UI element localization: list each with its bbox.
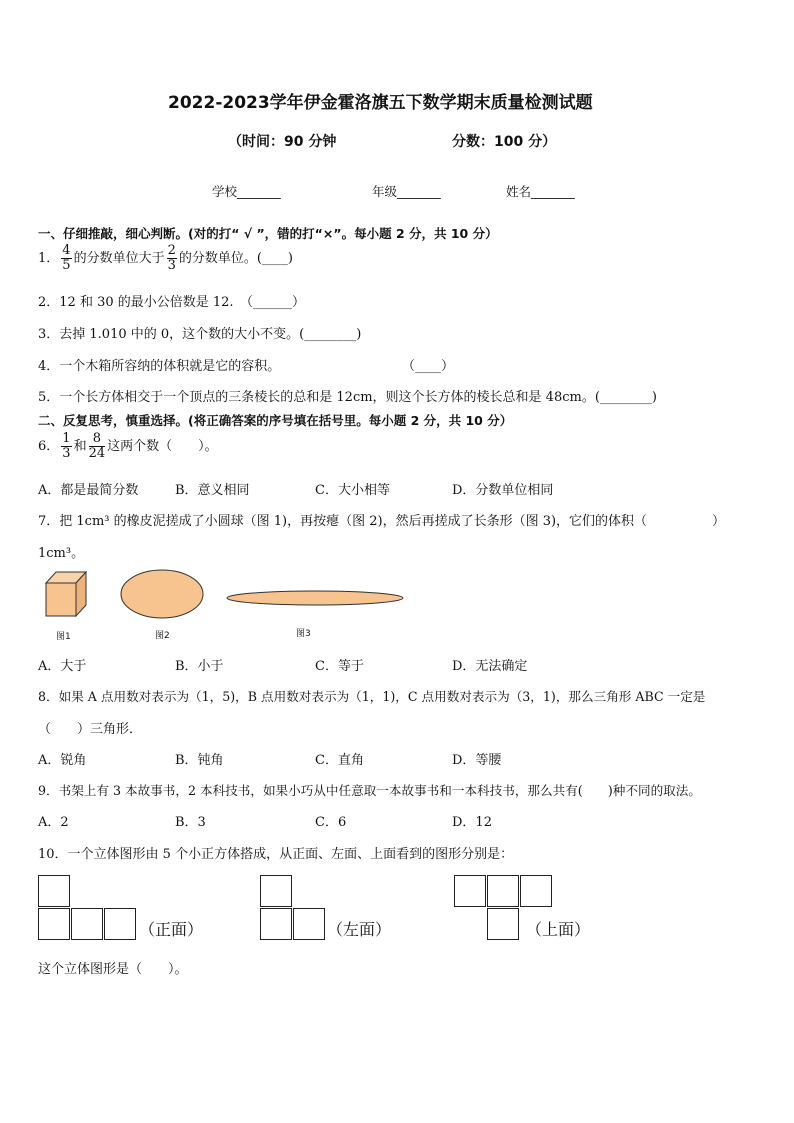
- q6-option-d: D．分数单位相同: [452, 483, 554, 498]
- left-view-grid: [260, 875, 326, 941]
- q7-option-d: D．无法确定: [452, 659, 528, 674]
- numerator: 2: [167, 243, 176, 258]
- denominator: 5: [62, 258, 71, 273]
- page-title: 2022-2023学年伊金霍洛旗五下数学期末质量检测试题: [168, 93, 593, 113]
- grid-cell: [71, 908, 103, 940]
- question-3: 3．去掉 1.010 中的 0，这个数的大小不变。(________): [38, 327, 362, 342]
- grade-field: 年级_______: [372, 184, 441, 199]
- q6-number: 6．: [38, 439, 60, 454]
- exam-score: 分数：100 分）: [452, 134, 557, 150]
- fraction-1-3: [61, 432, 71, 461]
- grid-cell: [38, 908, 70, 940]
- numerator: 8: [89, 432, 106, 447]
- q8-option-a: A．锐角: [38, 753, 87, 768]
- q6-tail: 这两个数（ ）。: [107, 439, 218, 454]
- flattened-ball-figure: [121, 570, 203, 618]
- question-8-line2: （ ）三角形．: [38, 722, 143, 737]
- q8-option-d: D．等腰: [452, 753, 502, 768]
- q7-option-c: C．等于: [315, 659, 364, 674]
- q7-option-a: A．大于: [38, 659, 87, 674]
- long-strip-figure: [227, 591, 403, 605]
- q6-option-a: A．都是最简分数: [38, 483, 139, 498]
- cube-figure: [46, 572, 86, 616]
- name-field: 姓名_______: [506, 184, 575, 199]
- grid-cell: [487, 875, 519, 907]
- question-4: 4．一个木箱所容纳的体积就是它的容积。: [38, 359, 281, 374]
- q6-option-c: C．大小相等: [315, 483, 390, 498]
- fraction-4-5: [61, 244, 71, 273]
- left-view-label: （左面）: [327, 920, 392, 939]
- exam-time: （时间：90 分钟: [228, 134, 337, 150]
- grid-cell: [293, 908, 325, 940]
- q8-option-c: C．直角: [315, 753, 364, 768]
- grid-cell: [104, 908, 136, 940]
- question-5: 5．一个长方体相交于一个顶点的三条棱长的总和是 12cm，则这个长方体的棱长总和是 48cm。(________): [38, 390, 657, 405]
- q9-option-a: A．2: [38, 815, 69, 830]
- q7-figures: [40, 568, 420, 648]
- question-7-line2: 1cm³。: [38, 546, 85, 561]
- q9-option-b: B．3: [175, 815, 206, 830]
- q6-option-b: B．意义相同: [175, 483, 250, 498]
- denominator: 3: [167, 258, 176, 273]
- grid-cell: [38, 875, 70, 907]
- numerator: 1: [62, 431, 71, 446]
- q1-tail: 的分数单位。(____): [178, 251, 294, 266]
- grid-cell: [260, 908, 292, 940]
- fraction-8-24: [89, 432, 106, 461]
- grid-cell: [454, 875, 486, 907]
- school-field: 学校_______: [212, 184, 281, 199]
- q8-option-b: B．钝角: [175, 753, 224, 768]
- grid-cell: [487, 908, 519, 940]
- question-10: 10．一个立体图形由 5 个小正方体搭成，从正面、左面、上面看到的图形分别是：: [38, 847, 514, 862]
- figure-1-caption: 图1: [56, 632, 71, 642]
- figure-2-caption: 图2: [155, 631, 170, 641]
- question-6: [38, 432, 218, 461]
- q9-option-d: D．12: [452, 815, 492, 830]
- front-view-grid: [38, 875, 138, 941]
- question-10-tail: 这个立体图形是（ ）。: [38, 962, 188, 977]
- section-2-heading: 二、反复思考，慎重选择。(将正确答案的序号填在括号里。每小题 2 分，共 10 分）: [38, 413, 513, 428]
- numerator: 4: [62, 243, 71, 258]
- front-view-label: （正面）: [139, 920, 204, 939]
- section-1-heading: 一、仔细推敲，细心判断。(对的打“ √ ”，错的打“×”。每小题 2 分，共 10 分）: [38, 226, 498, 241]
- question-8-line1: 8．如果 A 点用数对表示为（1，5)，B 点用数对表示为（1，1)，C 点用数对表示为（3，1)，那么三角形 ABC 一定是: [38, 689, 706, 704]
- q9-option-c: C．6: [315, 815, 347, 830]
- denominator: 3: [62, 446, 71, 461]
- question-4-blank: （____）: [402, 359, 455, 374]
- fraction-2-3: [167, 244, 177, 273]
- top-view-label: （上面）: [526, 920, 591, 939]
- q1-number: 1．: [38, 251, 60, 266]
- grid-cell: [520, 875, 552, 907]
- q1-text: 的分数单位大于: [73, 251, 165, 266]
- question-9: 9．书架上有 3 本故事书，2 本科技书，如果小巧从中任意取一本故事书和一本科技书，那么共有( )种不同的取法。: [38, 783, 701, 798]
- question-1: [38, 244, 293, 273]
- q6-and: 和: [73, 439, 87, 454]
- question-2: 2．12 和 30 的最小公倍数是 12. （______）: [38, 295, 306, 310]
- q7-option-b: B．小于: [175, 659, 224, 674]
- question-7-line1: 7．把 1cm³ 的橡皮泥搓成了小圆球（图 1)，再按瘪（图 2)，然后再搓成了长条形（图 3)，它们的体积（ ）: [38, 514, 726, 529]
- denominator: 24: [88, 446, 106, 461]
- grid-cell: [260, 875, 292, 907]
- figure-3-caption: 图3: [296, 629, 311, 639]
